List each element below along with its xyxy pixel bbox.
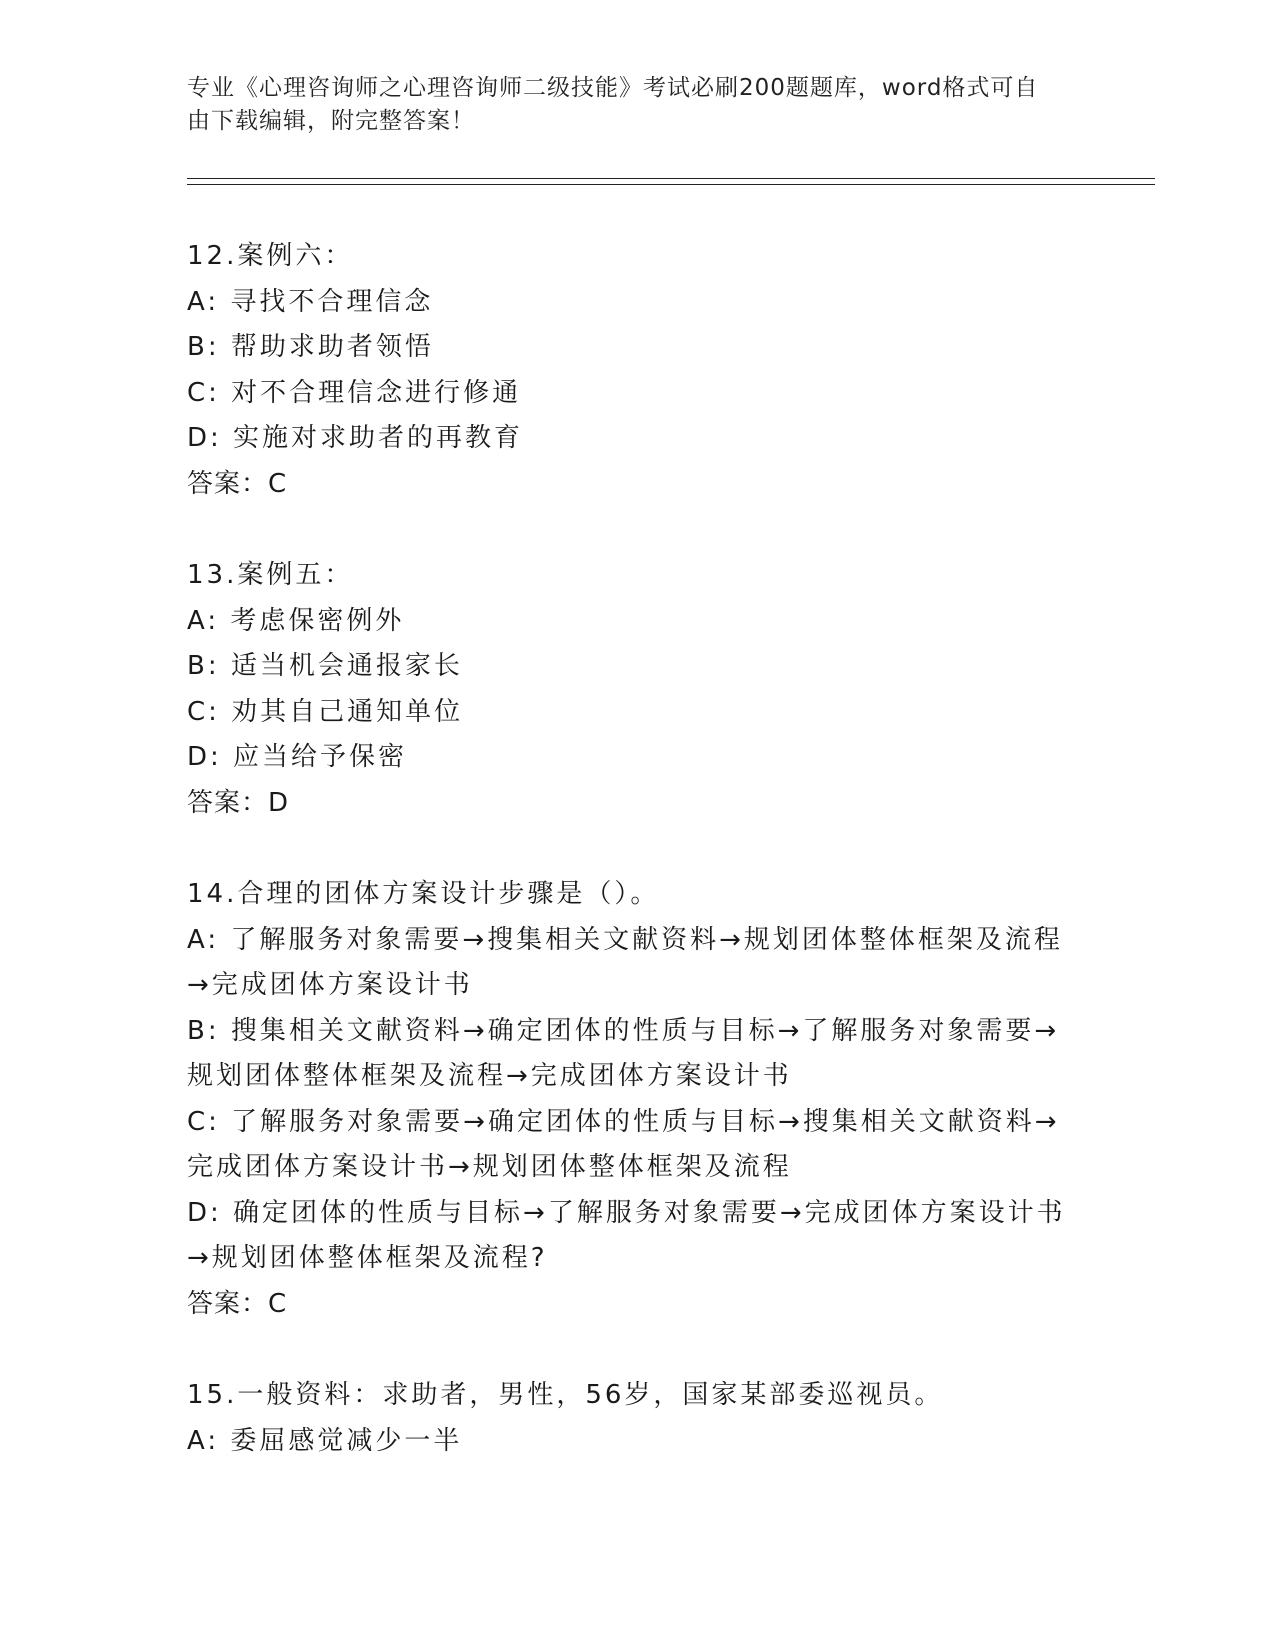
option-d-continued: →规划团体整体框架及流程?: [187, 1243, 548, 1273]
header-line-1: 专业《心理咨询师之心理咨询师二级技能》考试必刷200题题库，word格式可自: [187, 75, 1039, 101]
question-stem: 13.案例五：: [187, 560, 354, 590]
question-list: [187, 234, 1087, 1510]
question-14: [187, 872, 1087, 1327]
header-line-2: 由下载编辑，附完整答案！: [187, 108, 475, 134]
answer-line: 答案：C: [187, 468, 288, 499]
answer-line: 答案：C: [187, 1288, 288, 1319]
option-c: C: 劝其自己通知单位: [187, 696, 464, 727]
question-12: [187, 234, 1087, 507]
option-d: D: 确定团体的性质与目标→了解服务对象需要→完成团体方案设计书: [187, 1197, 1066, 1228]
question-15: [187, 1373, 1087, 1464]
option-a: A: 考虑保密例外: [187, 605, 405, 636]
header-divider-top: [187, 178, 1155, 179]
option-b-continued: 规划团体整体框架及流程→完成团体方案设计书: [187, 1061, 792, 1091]
option-d: D: 实施对求助者的再教育: [187, 423, 524, 453]
document-header: [187, 72, 1067, 138]
option-b: B: 搜集相关文献资料→确定团体的性质与目标→了解服务对象需要→: [187, 1015, 1060, 1046]
question-stem: 15.一般资料：求助者，男性，56岁，国家某部委巡视员。: [187, 1380, 944, 1410]
question-stem: 12.案例六：: [187, 241, 354, 271]
option-c: C: 了解服务对象需要→确定团体的性质与目标→搜集相关文献资料→: [187, 1106, 1060, 1137]
option-b: B: 适当机会通报家长: [187, 651, 463, 681]
option-a: A: 了解服务对象需要→搜集相关文献资料→规划团体整体框架及流程: [187, 924, 1063, 955]
option-a-continued: →完成团体方案设计书: [187, 970, 473, 1000]
option-d: D: 应当给予保密: [187, 742, 408, 772]
header-divider-bottom: [187, 184, 1155, 185]
option-c-continued: 完成团体方案设计书→规划团体整体框架及流程: [187, 1152, 792, 1182]
option-a: A: 寻找不合理信念: [187, 286, 434, 317]
option-c: C: 对不合理信念进行修通: [187, 377, 522, 408]
option-b: B: 帮助求助者领悟: [187, 332, 434, 362]
question-13: [187, 553, 1087, 826]
answer-line: 答案：D: [187, 787, 290, 818]
question-stem: 14.合理的团体方案设计步骤是（）。: [187, 879, 660, 909]
option-a: A: 委屈感觉减少一半: [187, 1425, 463, 1456]
